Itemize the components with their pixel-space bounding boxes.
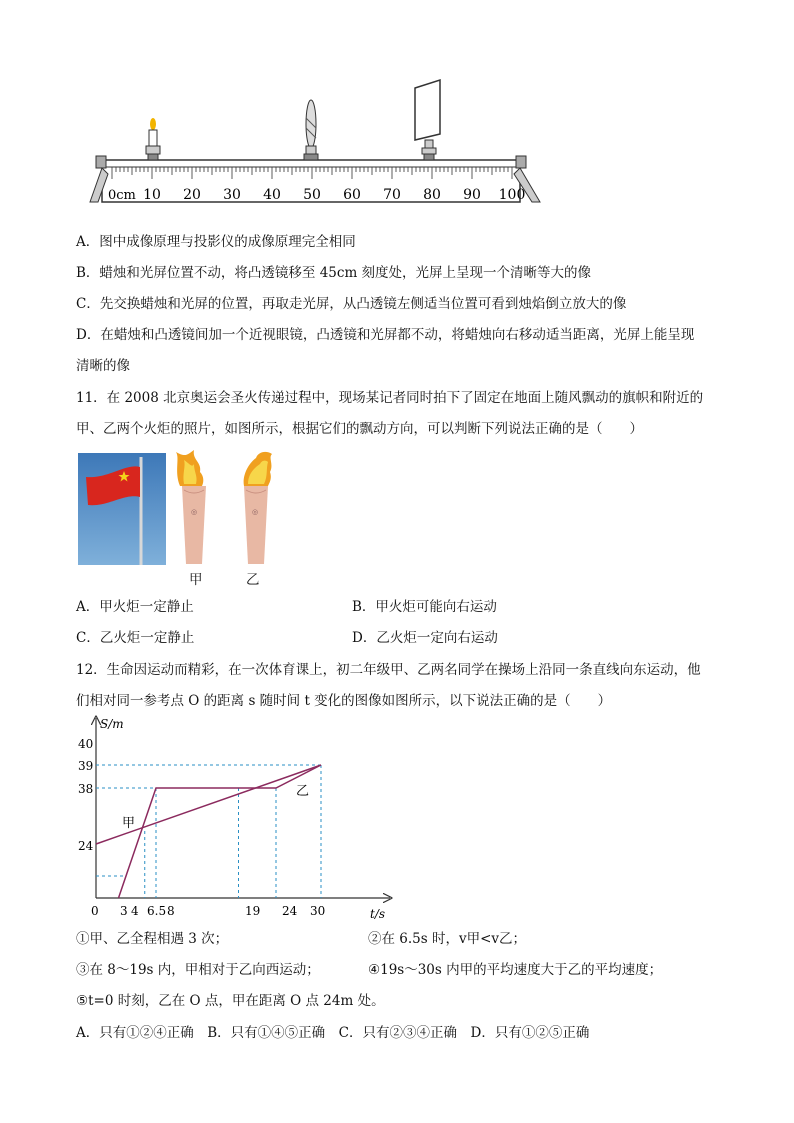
bench-scale-label-30: 30: [223, 187, 241, 203]
torch-label-jia: 甲: [189, 572, 203, 588]
series-line-yi: [119, 765, 322, 898]
series-label-jia: 甲: [122, 816, 136, 831]
y-tick-39: 39: [78, 759, 94, 773]
x-tick-19: 19: [245, 904, 261, 918]
q11-option-a: A．甲火炬一定静止: [76, 599, 194, 615]
light-screen: [415, 80, 440, 160]
q11-option-b: B．甲火炬可能向右运动: [352, 599, 497, 615]
bench-scale-label-80: 80: [423, 187, 441, 203]
bench-scale-label-100: 100: [498, 187, 526, 203]
y-axis-label: S/m: [100, 717, 124, 731]
q10-option-a: A．图中成像原理与投影仪的成像原理完全相同: [76, 234, 356, 250]
q12-statement-3: ③在 8～19s 内，甲相对于乙向西运动；: [76, 962, 320, 978]
bench-scale-label-10: 10: [143, 187, 161, 203]
x-tick-8: 8: [167, 904, 175, 918]
torch-jia: [172, 450, 216, 568]
y-tick-24: 24: [78, 839, 94, 853]
torch-label-yi: 乙: [246, 572, 260, 588]
q10-option-d: D．在蜡烛和凸透镜间加一个近视眼镜，凸透镜和光屏都不动，将蜡烛向右移动适当距离，光屏上能呈现: [76, 327, 695, 343]
q12-statement-2: ②在 6.5s 时，v甲<v乙；: [368, 931, 527, 947]
series-label-yi: 乙: [296, 784, 310, 799]
q10-option-d-cont: 清晰的像: [76, 358, 130, 374]
x-tick-6.5: 6.5: [147, 904, 167, 918]
q12-statement-5: ⑤t=0 时刻，乙在 O 点，甲在距离 O 点 24m 处。: [76, 993, 385, 1009]
svg-text:◎: ◎: [252, 508, 259, 516]
q11-stem-line2: 甲、乙两个火炬的照片，如图所示，根据它们的飘动方向，可以判断下列说法正确的是（ ）: [76, 421, 643, 437]
q11-stem-line1: 11．在 2008 北京奥运会圣火传递过程中，现场某记者同时拍下了固定在地面上随风飘动的旗帜和附近的: [76, 390, 704, 406]
y-tick-38: 38: [78, 782, 94, 796]
q12-statement-1: ①甲、乙全程相遇 3 次；: [76, 931, 229, 947]
s-t-chart: [78, 710, 408, 925]
q11-option-d: D．乙火炬一定向右运动: [352, 630, 498, 646]
q12-stem-line1: 12．生命因运动而精彩，在一次体育课上，初二年级甲、乙两名同学在操场上沿同一条直线向东运动，他: [76, 662, 701, 678]
bench-scale-label-90: 90: [463, 187, 481, 203]
x-tick-24: 24: [282, 904, 298, 918]
bench-scale-label-20: 20: [183, 187, 201, 203]
optical-bench-figure: [88, 78, 548, 208]
y-tick-40: 40: [78, 737, 94, 751]
x-axis-label: t/s: [370, 907, 386, 921]
x-tick-0: 0: [91, 904, 99, 918]
bench-unit-label: 0cm: [108, 188, 136, 203]
q10-option-c: C．先交换蜡烛和光屏的位置，再取走光屏，从凸透镜左侧适当位置可看到烛焰倒立放大的像: [76, 296, 627, 312]
bench-scale-label-60: 60: [343, 187, 361, 203]
flag-photo: [78, 453, 166, 565]
x-tick-4: 4: [131, 904, 139, 918]
convex-lens: [304, 100, 318, 160]
q12-stem-line2: 们相对同一参考点 O 的距离 s 随时间 t 变化的图像如图所示，以下说法正确的是（ ）: [76, 693, 612, 709]
q11-option-c: C．乙火炬一定静止: [76, 630, 195, 646]
bench-scale-label-40: 40: [263, 187, 281, 203]
x-tick-30: 30: [310, 904, 326, 918]
svg-text:◎: ◎: [191, 508, 198, 516]
x-tick-3: 3: [120, 904, 128, 918]
torch-yi: [236, 450, 280, 568]
q12-statement-4: ④19s～30s 内甲的平均速度大于乙的平均速度；: [368, 962, 663, 978]
series-line-jia: [96, 765, 321, 844]
bench-scale-label-70: 70: [383, 187, 401, 203]
q12-options: A．只有①②④正确 B．只有①④⑤正确 C．只有②③④正确 D．只有①②⑤正确: [76, 1025, 590, 1041]
q10-option-b: B．蜡烛和光屏位置不动，将凸透镜移至 45cm 刻度处，光屏上呈现一个清晰等大的像: [76, 265, 592, 281]
bench-scale-label-50: 50: [303, 187, 321, 203]
candle: [146, 118, 160, 160]
